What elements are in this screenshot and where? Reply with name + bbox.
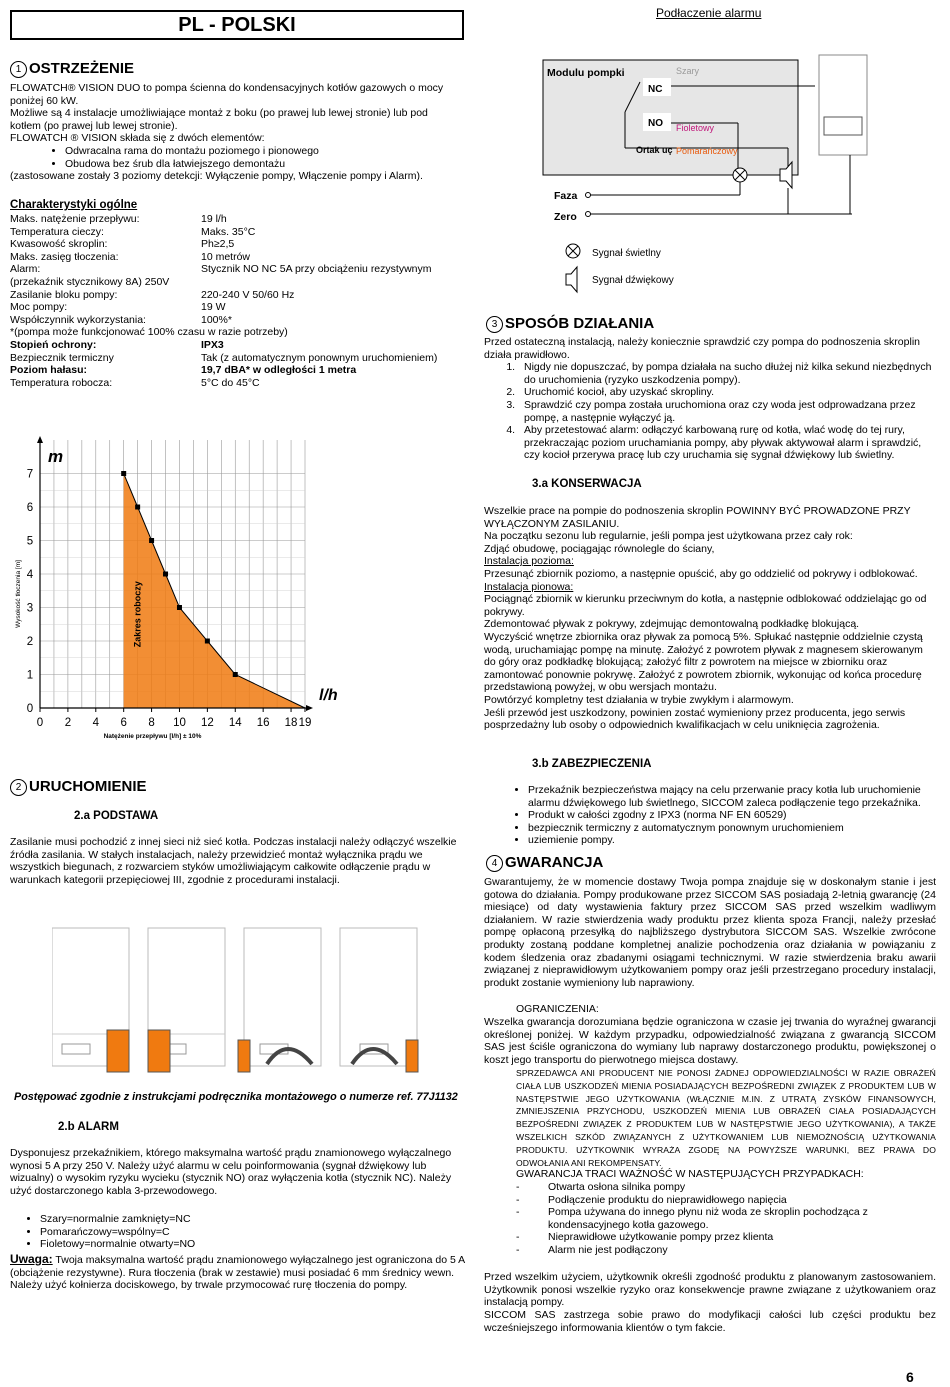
alarm-body: Dysponujesz przekaźnikiem, którego maksymalna wartość prądu znamionowego wyłączalnego wynosi 5 A przy 250 V. Należy użyć alarmu w celu poinformowania (sygnał dźwiękowy lub wizualny) o wysokim ryzyku wycieku (stycznik NO) oraz wyłączenia kotła (stycznik NC). Należy użyć dostarczonego kabla 3-przewodowego.: [10, 1147, 452, 1197]
maintenance-p8: Powtórzyć kompletny test działania w trybie zwykłym i alarmowym.: [484, 693, 794, 706]
chart-area-label: Zakres roboczy: [132, 581, 143, 648]
maintenance-p7: Wyczyścić wnętrze zbiornika oraz pływak za pomocą 5%. Spłukać następnie oddzielnie czystą wodą, uruchamiając pompę na minutę. Założyć z powrotem pływak z magnesem skierowanym do góry oraz podkładkę blokującą; założyć filtr z powrotem na miejsce w zbiorniku oraz zamontować ponownie pokrywę. Założyć z powrotem zbiornik, wykonując od końca procedurę przedstawioną powyżej, w obu wersjach montażu.: [484, 630, 923, 694]
pump-unit: [238, 1040, 250, 1072]
chart-y-arrow: [37, 436, 43, 443]
spec-label: Zasilanie bloku pompy:: [10, 288, 118, 301]
void-item-text: Nieprawidłowe użytkowanie pompy przez klienta: [548, 1231, 774, 1244]
spec-value: Ph≥2,5: [201, 238, 235, 251]
chart-y-tick-label: 7: [26, 468, 34, 481]
alarm-connection-heading: Podłaczenie alarmu: [656, 6, 762, 20]
chart-y-tick-label: 0: [26, 703, 34, 715]
spec-value: 19 l/h: [201, 213, 227, 225]
sound-legend-label: Sygnał dźwiękowy: [592, 275, 674, 286]
page-number: 6: [906, 1369, 914, 1385]
list-item: • uziemienie pompy.: [528, 834, 936, 847]
void-item-text: Alarm nie jest podłączony: [548, 1243, 668, 1256]
warning-p2: Możliwe są 4 instalacje umożliwiające montaż z boku (po prawej lub lewej stronie) lub pod kotłem (po prawej lub lewej stronie).: [10, 107, 428, 132]
chart-y-tick-label: 4: [26, 569, 34, 581]
list-item: - Nieprawidłowe użytkowanie pompy przez klienta: [516, 1231, 774, 1244]
list-item: 2. Uruchomić kocioł, aby uzyskać skropliny.: [518, 386, 936, 399]
alarm-wiring-diagram: [540, 52, 870, 302]
spec-label: Współczynnik wykorzystania:: [10, 313, 146, 326]
boiler-pipes: [62, 1044, 90, 1054]
void-item-text: Podłączenie produktu do nieprawidłowego napięcia: [548, 1193, 787, 1206]
void-heading: GWARANCJA TRACI WAŻNOŚĆ W NASTĘPUJĄCYCH PRZYPADKACH:: [516, 1168, 864, 1180]
chart-x-tick-label: 19: [298, 717, 312, 729]
vertical-install-heading: Instalacja pionowa:: [484, 580, 574, 593]
spec-value: 19 W: [201, 301, 226, 314]
phase-terminal: [586, 193, 591, 198]
maintenance-p2: Na początku sezonu lub regularnie, jeśli pompa jest użytkowana przez cały rok:: [484, 530, 853, 543]
chart-y-tick-label: 2: [26, 636, 34, 648]
warranty-p2: Wszelka gwarancja dorozumiana będzie ograniczona w czasie jej trwania do wyraźnej gwarancji określonej poniżej. W każdym przypadku, odpowiedzialność związana z gwarancją SICCOM SAS jest ściśle ograniczona do wymiany lub naprawy dostarczonego produktu, powiększonej o koszt jego transportu do pierwotnego miejsca dostawy.: [484, 1016, 936, 1066]
installation-illustrations: [52, 924, 422, 1074]
list-item: • Produkt w całości zgodny z IPX3 (norma NF EN 60529): [528, 809, 936, 822]
install-variant-1: [52, 928, 129, 1072]
chart-x-tick-label: 2: [64, 717, 72, 729]
list-item: • Odwracalna rama do montażu poziomego i pionowego: [65, 145, 450, 158]
void-item-text: Otwarta osłona silnika pompy: [548, 1181, 686, 1193]
list-item: - Pompa używana do innego płynu niż woda ze skroplin pochodząca z kondensacyjnego kotła gazowego.: [516, 1206, 936, 1231]
chart-data-point: [121, 471, 126, 476]
spec-value: 5°C do 45°C: [201, 376, 260, 389]
chart-y-axis-label: Wysokość tłoczenia [m]: [15, 560, 22, 628]
pump-module-label: Modulu pompki: [547, 67, 625, 79]
spec-value: 19,7 dBA* w odległości 1 metra: [201, 364, 357, 377]
warning-body: [10, 82, 450, 183]
section-number-badge: 2: [10, 779, 27, 796]
list-item: 1. Nigdy nie dopuszczać, by pompa działała na sucho dłużej niż kilka sekund niezbędnych do uruchomienia (ryzyko uszkodzenia pompy).: [518, 361, 936, 386]
maintenance-body: [484, 505, 936, 732]
spec-label: Bezpiecznik termiczny: [10, 351, 114, 364]
note-text: Twoja maksymalna wartość prądu znamionowego wyłączalnego jest ograniczona do 5 A (obciążenie rezystywne). Rura tłoczenia (brak w zestawie) musi posiadać 6 mm średnicy wewn. Należy użyć kołnierza dociskowego, by trwale przymocować rurę tłoczenia do pompy.: [10, 1254, 465, 1292]
violet-wire-label: Fioletowy: [676, 123, 715, 133]
chart-x-axis-label: Natężenie przepływu [l/h] ± 10%: [103, 733, 202, 740]
warranty-p1: Gwarantujemy, że w momencie dostawy Twoja pompa znajduje się w doskonałym stanie i jest gotowa do działania. Pompy produkowane przez SICCOM SAS posiadają 2-letnią gwarancję (24 miesiące) od daty wystawienia faktury przez SICCOM SAS przed wszelkim wadliwym działaniem. W razie stwierdzenia wady produktu przez klienta spoza Francji, należy przesłać pompę opłaconą przesyłką do najbliższego dystrybutora SICCOM SAS. Wszelkie zwrócone produkty zostaną poddane kompletnej analizie pochodzenia oraz działania w powiązaniu z kodem śledzenia oraz zbadanymi osiągami technicznymi. W razie stwierdzenia braku awarii związanej z nieprawidłowym użytkowaniem pompy oraz jeśli przestrzegano procedury instalacji, produkt zostanie wymieniony lub naprawiony.: [484, 876, 936, 989]
chart-data-point: [177, 605, 182, 610]
chart-x-tick-label: 4: [92, 717, 99, 729]
note-label: Uwaga:: [10, 1252, 53, 1266]
startup-heading: [10, 778, 147, 796]
spec-label: Poziom hałasu:: [10, 364, 88, 377]
chart-y-tick-label: 1: [26, 669, 34, 682]
spec-value: 10 metrów: [201, 250, 251, 263]
startup-heading-text: URUCHOMIENIE: [29, 778, 147, 795]
manual-reference-caption: Postępować zgodnie z instrukcjami podręcznika montażowego o numerze ref. 77J1132: [14, 1091, 458, 1103]
install-variant-3: [238, 928, 321, 1072]
operation-heading: [486, 315, 654, 333]
spec-value: Maks. 35°C: [201, 225, 256, 238]
spec-value: Stycznik NO NC 5A przy obciążeniu rezystywnym: [201, 263, 432, 276]
page-title: PL - POLSKI: [10, 10, 464, 40]
chart-x-tick-label: 10: [173, 717, 186, 729]
spec-label: (przekaźnik stycznikowy 8A) 250V: [10, 275, 170, 288]
chart-y-tick-label: 3: [26, 602, 34, 615]
orange-wire-label: Pomarańczowy: [676, 146, 738, 156]
chart-x-tick-label: 16: [256, 717, 270, 729]
maintenance-p4: Przesunąć zbiornik poziomo, a następnie opuścić, aby go oddzielić od pokrywy i odblokować.: [484, 567, 918, 580]
chart-x-unit: l/h: [319, 687, 338, 704]
spec-label: Stopień ochrony:: [10, 338, 97, 351]
chart-x-tick-label: 12: [200, 717, 214, 729]
operation-heading-text: SPOSÓB DZIAŁANIA: [505, 315, 655, 332]
operation-body: [484, 336, 936, 462]
warranty-p5: SICCOM SAS zastrzega sobie prawo do modyfikacji całości lub części produktu bez wcześniejszego informowania klientów o tym fakcie.: [484, 1309, 936, 1334]
pump-unit: [148, 1030, 170, 1072]
list-item: • Pomarańczowy=wspólny=C: [40, 1226, 450, 1239]
list-item: • Fioletowy=normalnie otwarty=NO: [40, 1238, 450, 1251]
maintenance-p5: Pociągnąć zbiornik w kierunku przeciwnym do kotła, a następnie odblokować oddzielając go od pokrywy.: [484, 593, 927, 618]
chart-data-point: [135, 505, 140, 510]
list-item: • Obudowa bez śrub dla łatwiejszego demontażu: [65, 158, 450, 171]
maintenance-p6: Zdemontować pływak z pokrywy, zdejmując demontowalną podkładkę blokującą.: [484, 618, 860, 631]
spec-label: Temperatura cieczy:: [10, 225, 104, 238]
power-subheading: 2.a PODSTAWA: [74, 810, 159, 822]
pump-performance-chart: [8, 430, 348, 745]
chart-y-tick-label: 5: [26, 535, 34, 548]
sound-legend-icon: [566, 267, 577, 292]
maintenance-heading: 3.a KONSERWACJA: [532, 478, 642, 490]
list-item: - Alarm nie jest podłączony: [516, 1243, 668, 1256]
phase-label: Faza: [554, 190, 578, 202]
list-item: - Otwarta osłona silnika pompy: [516, 1181, 686, 1193]
void-list: [516, 1181, 936, 1257]
warranty-p3: SPRZEDAWCA ANI PRODUCENT NIE PONOSI ŻADNEJ ODPOWIEDZIALNOŚCI W RAZIE OBRAŻEŃ CIAŁA LUB USZKODZEŃ MIENIA POSIADAJĄCYCH BEZPOŚREDNI ZWIĄZEK Z PRODUKTEM LUB W NASTĘPSTWIE JEGO UŻYTKOWANIA (WŁĄCZNIE M.IN. Z UTRATĄ ZYSKÓW FINANSOWYCH, ZMNIEJSZENIA PRZYCHODU, USZKODZEŃ MIENIA LUB OBRAŻEŃ CIAŁA POSIADAJĄCYCH BEZPOŚREDNI ZWIĄZEK Z PRODUKTEM LUB W NASTĘPSTWIE JEGO UŻYTKOWANIA), A TAKŻE WSZELKICH SZKÓD ZWIĄZANYCH Z UŻYTKOWANIEM LUB NIEMOŻNOŚCIĄ UŻYTKOWANIA PRODUKTU. UŻYTKOWNIK WYRAŻA ZGODĘ NA POWYŻSZE WARUNKI, BEZ PRAWA DO ODWOŁANIA ANI REKOMPENSATY.: [516, 1068, 936, 1168]
pump-unit: [406, 1040, 418, 1072]
chart-x-arrow: [306, 705, 313, 711]
zero-terminal: [586, 212, 591, 217]
chart-data-point: [205, 639, 210, 644]
install-variant-2: [148, 928, 225, 1072]
warning-heading-text: OSTRZEŻENIE: [29, 60, 135, 77]
install-variant-4: [340, 928, 418, 1072]
spec-label: Moc pompy:: [10, 301, 68, 314]
chart-data-point: [149, 538, 154, 543]
spec-label: Maks. zasięg tłoczenia:: [10, 250, 119, 263]
spec-label: Kwasowość skroplin:: [10, 238, 108, 251]
section-number-badge: 4: [486, 855, 503, 872]
list-item: • bezpiecznik termiczny z automatycznym ponownym uruchomieniem: [528, 822, 936, 835]
spec-value: IPX3: [201, 338, 224, 351]
section-number-badge: 3: [486, 316, 503, 333]
chart-x-tick-label: 6: [120, 717, 127, 729]
limits-heading: OGRANICZENIA:: [516, 1003, 599, 1015]
spec-label: Alarm:: [10, 263, 41, 276]
spec-value: [201, 326, 461, 339]
operation-steps: [484, 361, 936, 462]
boiler-panel: [824, 117, 862, 135]
safety-list: [484, 784, 936, 847]
warning-p1: FLOWATCH® VISION DUO to pompa ścienna do kondensacyjnych kotłów gazowych o mocy poniżej 60 kW.: [10, 82, 444, 107]
list-item: 4. Aby przetestować alarm: odłączyć karbowaną rurę od kotła, wlać wodę do tej rury, przekraczając poziom uruchamiania pompy, aby pływak aktywował alarm i sprawdzić, czy kocioł przerywa pracę lub czy uruchamia się sygnał dźwiękowy lub świetlny.: [518, 424, 936, 462]
maintenance-p1: Wszelkie prace na pompie do podnoszenia skroplin POWINNY BYĆ PROWADZONE PRZY WYŁĄCZONYM ZASILANIU.: [484, 505, 911, 530]
horizontal-install-heading: Instalacja pozioma:: [484, 555, 574, 568]
pump-unit: [107, 1030, 129, 1072]
specs-heading: Charakterystyki ogólne: [10, 199, 138, 211]
chart-x-tick-label: 18: [284, 717, 298, 729]
void-item-text: Pompa używana do innego płynu niż woda ze skroplin pochodząca z kondensacyjnego kotła gazowego.: [548, 1206, 868, 1231]
warning-list: [10, 145, 450, 170]
warranty-heading: [486, 854, 603, 872]
spec-value: [201, 276, 461, 289]
chart-x-tick-label: 8: [148, 717, 155, 729]
chart-y-unit: m: [48, 447, 64, 466]
warning-p4: (zastosowane zostały 3 poziomy detekcji: Wyłączenie pompy, Włączenie pompy i Alarm).: [10, 170, 423, 183]
spec-label: *(pompa może funkcjonować 100% czasu w razie potrzeby): [10, 326, 288, 339]
chart-data-point: [233, 672, 238, 677]
boiler-icon: [819, 55, 867, 155]
specs-table: [10, 213, 461, 389]
warranty-heading-text: GWARANCJA: [505, 854, 604, 871]
spec-value: Tak (z automatycznym ponownym uruchomieniem): [201, 351, 438, 364]
operation-intro: Przed ostateczną instalacją, należy koniecznie sprawdzić czy pompa do podnoszenia skroplin działa prawidłowo.: [484, 336, 920, 361]
warning-heading: [10, 60, 134, 78]
alarm-note: [10, 1253, 470, 1292]
section-number-badge: 1: [10, 61, 27, 78]
zero-label: Zero: [554, 211, 577, 223]
power-body: Zasilanie musi pochodzić z innej sieci niż sieć kotła. Podczas instalacji należy odłączyć wszelkie źródła zasilania. W stałych instalacjach, należy przewidzieć montaż wyłącznika prądu we wszystkich biegunach, z rozwarciem styków umożliwiającym całkowite odłączenie prądu w warunkach kategorii przepięciowej III, zgodnie z procedurami instalacji.: [10, 836, 457, 886]
list-item: • Szary=normalnie zamknięty=NC: [40, 1213, 450, 1226]
chart-y-tick-label: 6: [26, 502, 34, 514]
spec-label: Temperatura robocza:: [10, 376, 113, 389]
warning-p3: FLOWATCH ® VISION składa się z dwóch elementów:: [10, 132, 265, 145]
wire-list: [10, 1213, 450, 1251]
warranty-p4: Przed wszelkim użyciem, użytkownik określi zgodność produktu z planowanym zastosowaniem. Użytkownik ponosi wszelkie ryzyko oraz konsekwencje prawne związane z użytkowaniem oraz instalacją pompy.: [484, 1271, 936, 1309]
chart-x-tick-label: 14: [228, 717, 242, 729]
nc-label: NC: [648, 84, 663, 95]
grey-wire-label: Szary: [676, 66, 700, 76]
chart-x-tick-label: 0: [36, 717, 44, 729]
safety-heading: 3.b ZABEZPIECZENIA: [532, 758, 652, 770]
light-legend-label: Sygnał świetlny: [592, 248, 661, 259]
spec-value: 100%*: [201, 313, 232, 326]
maintenance-p3: Zdjąć obudowę, pociągając równolegle do ściany,: [484, 542, 715, 555]
list-item: - Podłączenie produktu do nieprawidłowego napięcia: [516, 1193, 787, 1206]
alarm-subheading: 2.b ALARM: [58, 1121, 119, 1133]
spec-label: Maks. natężenie przepływu:: [10, 213, 140, 225]
list-item: • Przekaźnik bezpieczeństwa mający na celu przerwanie pracy kotła lub uruchomienie alarmu dźwiękowego lub świetlnego, SICCOM zaleca podłączenie tego przekaźnika.: [528, 784, 936, 809]
no-label: NO: [648, 118, 663, 129]
list-item: 3. Sprawdzić czy pompa została uruchomiona oraz czy woda jest odprowadzana przez pompę, a następnie wyłączyć ją.: [518, 399, 936, 424]
maintenance-p9: Jeśli przewód jest uszkodzony, powinien zostać wymieniony przez producenta, jego serwis posprzedażny lub osoby o odpowiednich kwalifikacjach w celu uniknięcia zagrożenia.: [484, 706, 906, 732]
spec-value: 220-240 V 50/60 Hz: [201, 288, 295, 301]
common-label: Ortak uç: [636, 145, 673, 155]
chart-data-point: [163, 572, 168, 577]
